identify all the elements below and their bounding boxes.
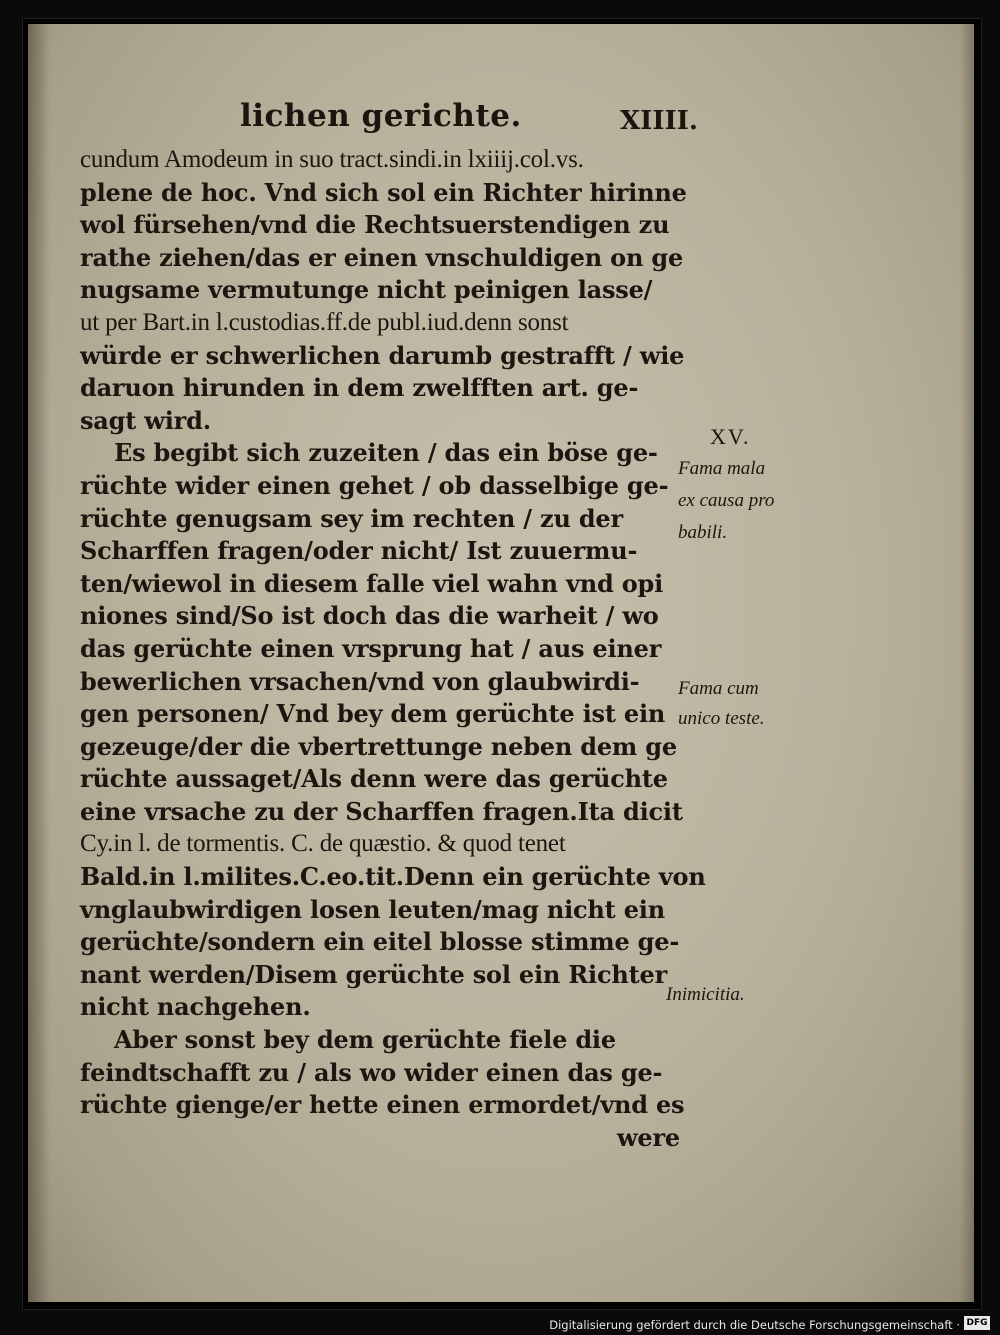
text-line: rüchte wider einen gehet / ob dasselbige ge- — [80, 470, 669, 500]
text-line: nant werden/Disem gerüchte sol ein Richter — [80, 959, 668, 989]
book-page — [28, 24, 974, 1302]
text-line: nugsame vermutunge nicht peinigen lasse/ — [80, 275, 653, 305]
folio-number: XIIII. — [620, 106, 698, 136]
text-line: rüchte genugsam sey im rechten / zu der — [80, 503, 623, 533]
margin-article-number: XV. — [710, 424, 751, 449]
catchword: were — [616, 1122, 680, 1152]
margin-note-line: ex causa pro — [678, 490, 775, 511]
margin-note-line: unico teste. — [678, 708, 765, 729]
text-line: ut per Bart.in l.custodias.ff.de publ.iud.denn sonst — [80, 308, 569, 336]
dfg-logo-icon: DFG — [964, 1316, 990, 1330]
running-head: lichen gerichte. — [240, 98, 522, 134]
text-line: Scharffen fragen/oder nicht/ Ist zuuermu- — [80, 536, 638, 566]
text-line: feindtschafft zu / als wo wider einen das ge- — [80, 1057, 663, 1087]
text-line: rathe ziehen/das er einen vnschuldigen on ge — [80, 242, 684, 272]
text-line: eine vrsache zu der Scharffen fragen.Ita dicit — [80, 796, 683, 826]
text-line: gerüchte/sondern ein eitel blosse stimme ge- — [80, 927, 680, 957]
text-line: rüchte aussaget/Als denn were das gerüchte — [80, 764, 668, 794]
margin-note-line: Fama cum — [678, 678, 759, 699]
text-line: bewerlichen vrsachen/vnd von glaubwirdi- — [80, 666, 640, 696]
text-line: daruon hirunden in dem zwelfften art. ge- — [80, 373, 639, 403]
text-line: vnglaubwirdigen losen leuten/mag nicht ein — [80, 894, 665, 924]
text-line: wol fürsehen/vnd die Rechtsuerstendigen zu — [80, 210, 670, 240]
margin-note-line: Inimicitia. — [666, 984, 745, 1005]
text-line: würde er schwerlichen darumb gestrafft / wie — [80, 340, 685, 370]
paragraph-start-line: Aber sonst bey dem gerüchte fiele die — [114, 1025, 616, 1055]
margin-note-line: Fama mala — [678, 458, 766, 479]
text-line: cundum Amodeum in suo tract.sindi.in lxiiij.col.vs. — [80, 146, 584, 173]
funding-credit: Digitalisierung gefördert durch die Deutsche Forschungsgemeinschaft · — [549, 1318, 960, 1332]
text-line: sagt wird. — [80, 405, 211, 435]
text-line: das gerüchte einen vrsprung hat / aus einer — [80, 633, 662, 663]
text-line: gezeuge/der die vbertrettunge neben dem ge — [80, 731, 677, 761]
text-line: plene de hoc. Vnd sich sol ein Richter hirinne — [80, 177, 687, 207]
paragraph-start-line: Es begibt sich zuzeiten / das ein böse ge- — [114, 438, 658, 468]
text-line: rüchte gienge/er hette einen ermordet/vnd es — [80, 1090, 685, 1120]
text-line: Bald.in l.milites.C.eo.tit.Denn ein gerüchte von — [80, 862, 706, 892]
text-line: gen personen/ Vnd bey dem gerüchte ist ein — [80, 699, 666, 729]
text-line: Cy.in l. de tormentis. C. de quæstio. & quod tenet — [80, 830, 566, 858]
text-line: ten/wiewol in diesem falle viel wahn vnd opi — [80, 568, 664, 598]
text-line: niones sind/So ist doch das die warheit / wo — [80, 601, 659, 631]
text-line: nicht nachgehen. — [80, 992, 311, 1022]
margin-note-line: babili. — [678, 522, 728, 543]
main-text-block — [80, 144, 720, 1154]
